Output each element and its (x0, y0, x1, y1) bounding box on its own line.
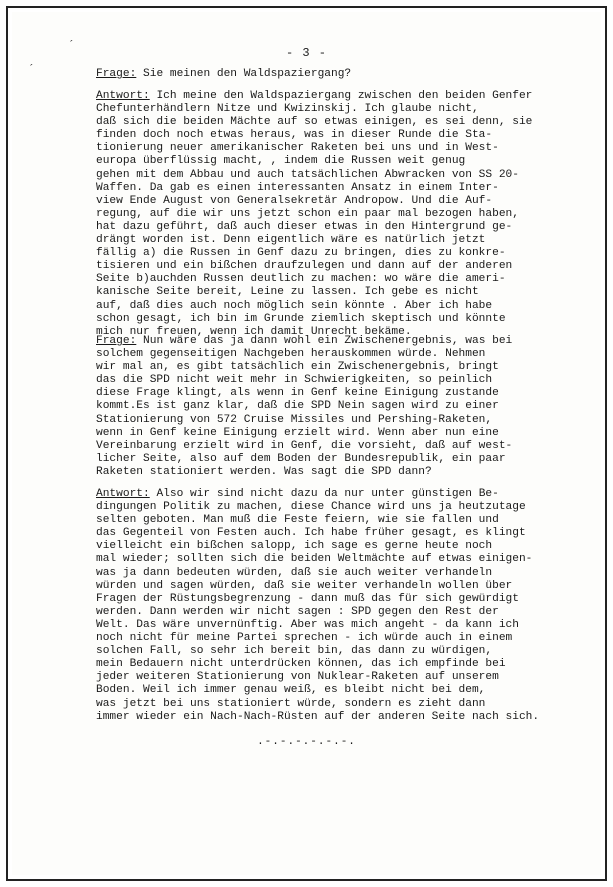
line-text: regung, auf die wir uns jetzt schon ein paar mal bezogen haben, (96, 207, 519, 220)
text-line (96, 155, 611, 168)
line-text: Also wir sind nicht dazu da nur unter günstigen Be- (156, 488, 499, 500)
text-line (96, 527, 611, 540)
text-line (96, 195, 611, 208)
line-text: finden doch noch etwas heraus, was in dieser Runde die Sta- (96, 129, 493, 142)
question-block-1 (96, 68, 611, 81)
text-line (96, 335, 611, 348)
stray-mark-top: ´ (68, 40, 75, 52)
line-text: wir mal an, es gibt tatsächlich ein Zwischenergebnis, bringt (96, 361, 499, 374)
line-text: fällig a) die Russen in Genf dazu zu bringen, dies zu konkre- (96, 247, 506, 260)
text-line (96, 501, 611, 514)
line-text: Chefunterhändlern Nitze und Kwizinskij. Ich glaube nicht, (96, 103, 479, 116)
text-line (96, 273, 611, 286)
line-text: schon gesagt, ich bin im Grunde ziemlich skeptisch und könnte (96, 312, 506, 325)
line-text: kanische Seite bereit, Leine zu lassen. Ich gebe es nicht (96, 286, 479, 299)
line-text: solchem gegenseitigen Nachgeben herauskommen würde. Nehmen (96, 348, 486, 361)
line-text: Fragen der Rüstungsbegrenzung - dann muß das für sich gewürdigt (96, 592, 519, 605)
text-line (96, 684, 611, 697)
text-line (96, 361, 611, 374)
text-line (96, 68, 611, 81)
line-text: tisieren und ein bißchen draufzulegen und dann auf der anderen (96, 260, 513, 273)
text-line (96, 427, 611, 440)
line-text: tionierung neuer amerikanischer Raketen bei uns und in West- (96, 142, 499, 155)
text-line (96, 247, 611, 260)
line-text: auf, daß dies auch noch möglich sein könnte . Aber ich habe (96, 299, 493, 312)
line-text: hat dazu geführt, daß auch dieser etwas in den Hintergrund ge- (96, 220, 513, 233)
text-line (96, 671, 611, 684)
text-line (96, 300, 611, 313)
text-line (96, 606, 611, 619)
line-text: mein Bedauern nicht unterdrücken können, das ich empfinde bei (96, 658, 506, 671)
text-line (96, 488, 611, 501)
text-line (96, 313, 611, 326)
line-text: view Ende August von Generalsekretär Andropow. Und die Auf- (96, 194, 493, 207)
text-line (96, 387, 611, 400)
line-text: Ich meine den Waldspaziergang zwischen den beiden Genfer (156, 90, 533, 102)
line-text: immer wieder ein Nach-Nach-Rüsten auf der anderen Seite nach sich. (96, 710, 540, 723)
line-text: Boden. Weil ich immer genau weiß, es bleibt nicht bei dem, (96, 684, 486, 697)
stray-mark-left: ´ (28, 64, 35, 76)
text-line (96, 400, 611, 413)
text-line (96, 580, 611, 593)
line-text: Stationierung von 572 Cruise Missiles und Pershing-Raketen, (96, 413, 493, 426)
question-block-2 (96, 335, 611, 479)
text-line (96, 553, 611, 566)
line-text: vielleicht ein bißchen salopp, ich sage es gerne heute noch (96, 540, 493, 553)
text-line (96, 619, 611, 632)
text-line (96, 440, 611, 453)
text-line (96, 593, 611, 606)
speaker-label: Frage: (96, 68, 137, 80)
text-line (96, 142, 611, 155)
line-text: Vereinbarung erzielt wird in Genf, die vorsieht, daß auf west- (96, 439, 513, 452)
text-line (96, 90, 611, 103)
text-line (96, 221, 611, 234)
line-text: selten geboten. Man muß die Feste feiern, wie sie fallen und (96, 514, 499, 527)
document-page (12, 12, 601, 875)
line-text: kommt.Es ist ganz klar, daß die SPD Nein sagen wird zu einer (96, 400, 499, 413)
text-line (96, 632, 611, 645)
line-text: das Gegenteil von Festen auch. Ich habe früher gesagt, es klingt (96, 527, 526, 540)
line-text: was ja dann bedeuten würden, daß sie auch weiter verhandeln (96, 566, 493, 579)
text-line (96, 260, 611, 273)
text-line (96, 182, 611, 195)
line-text: was jetzt bei uns stationiert würde, sondern es zieht dann (96, 697, 486, 710)
text-line (96, 698, 611, 711)
text-line (96, 711, 611, 724)
line-text: europa überflüssig macht, , indem die Russen weit genug (96, 155, 466, 168)
speaker-label: Antwort: (96, 488, 150, 500)
text-line (96, 103, 611, 116)
text-line (96, 540, 611, 553)
text-line (96, 514, 611, 527)
line-text: werden. Dann werden wir nicht sagen : SPD gegen den Rest der (96, 605, 499, 618)
text-line (96, 645, 611, 658)
line-text: jeder weiteren Stationierung von Nuklear-Raketen auf unserem (96, 671, 499, 684)
text-line (96, 116, 611, 129)
text-line (96, 286, 611, 299)
text-line (96, 466, 611, 479)
line-text: daß sich die beiden Mächte auf so etwas einigen, es sei denn, sie (96, 116, 533, 129)
line-text: wenn in Genf keine Einigung erzielt wird. Wenn aber nun eine (96, 426, 499, 439)
end-marks: .-.-.-.-.-.-. (257, 736, 356, 748)
line-text: Welt. Das wäre unvernünftig. Aber was mich angeht - da kann ich (96, 618, 519, 631)
speaker-label: Antwort: (96, 90, 150, 102)
line-text: mich nur freuen, wenn ich damit Unrecht bekäme. (96, 325, 412, 338)
line-text: Seite b)auchden Russen deutlich zu machen: wo wäre die ameri- (96, 273, 506, 286)
speaker-label: Frage: (96, 335, 137, 347)
line-text: gehen mit dem Abbau und auch tatsächlichen Abwracken von SS 20- (96, 168, 519, 181)
line-text: Nun wäre das ja dann wohl ein Zwischenergebnis, was bei (143, 335, 513, 347)
line-text: drängt worden ist. Denn eigentlich wäre es natürlich jetzt (96, 234, 486, 247)
text-line (96, 208, 611, 221)
text-line (96, 374, 611, 387)
answer-block-1 (96, 90, 611, 339)
text-line (96, 234, 611, 247)
line-text: Waffen. Da gab es einen interessanten Ansatz in einem Inter- (96, 181, 499, 194)
line-text: mal wieder; sollten sich die beiden Weltmächte auf etwas einigen- (96, 553, 533, 566)
line-text: noch nicht für meine Partei sprechen - ich würde auch in einem (96, 632, 513, 645)
text-line (96, 414, 611, 427)
text-line (96, 348, 611, 361)
answer-block-2 (96, 488, 611, 724)
text-line (96, 658, 611, 671)
line-text: das die SPD nicht weit mehr in Schwierigkeiten, so peinlich (96, 374, 493, 387)
line-text: solchen Fall, so sehr ich bereit bin, das dann zu würdigen, (96, 645, 493, 658)
line-text: licher Seite, also auf dem Boden der Bundesrepublik, ein paar (96, 452, 506, 465)
line-text: würden und sagen würden, daß sie weiter verhandeln wollen über (96, 579, 513, 592)
text-line (96, 169, 611, 182)
line-text: Sie meinen den Waldspaziergang? (143, 68, 352, 80)
page-number: - 3 - (285, 46, 327, 60)
text-line (96, 129, 611, 142)
line-text: dingungen Politik zu machen, diese Chance wird uns ja heutzutage (96, 501, 526, 514)
line-text: Raketen stationiert werden. Was sagt die SPD dann? (96, 465, 432, 478)
line-text: diese Frage klingt, als wenn in Genf keine Einigung zustande (96, 387, 499, 400)
text-line (96, 567, 611, 580)
text-line (96, 453, 611, 466)
